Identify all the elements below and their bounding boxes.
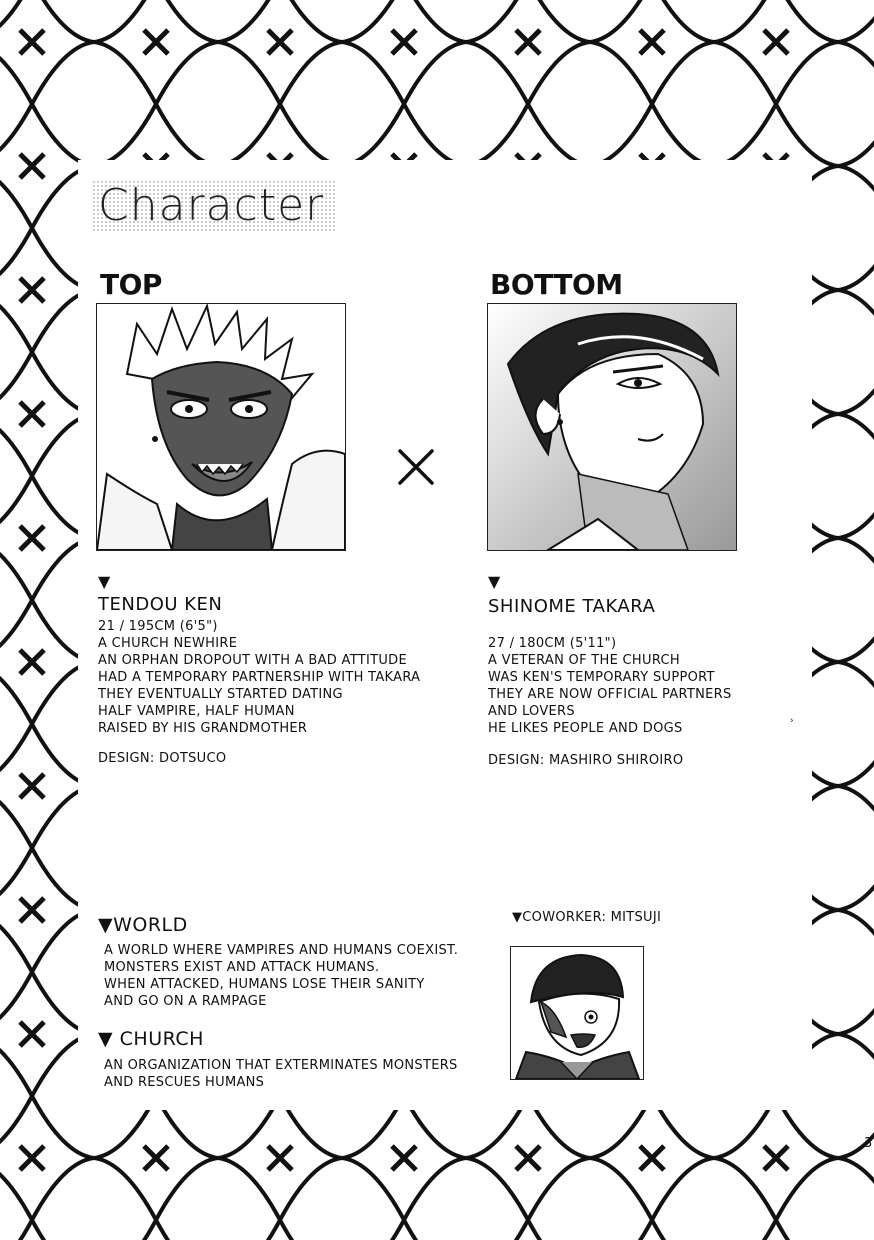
mitsuji-portrait-illustration (511, 947, 643, 1079)
page-title: Character (92, 180, 336, 232)
pairing-cross-icon (396, 447, 436, 487)
top-line: RAISED BY HIS GRANDMOTHER (98, 721, 308, 736)
top-line: HAD A TEMPORARY PARTNERSHIP WITH TAKARA (98, 670, 421, 685)
world-line: MONSTERS EXIST AND ATTACK HUMANS. (104, 960, 380, 975)
world-heading: ▼WORLD (98, 914, 188, 936)
church-line: AN ORGANIZATION THAT EXTERMINATES MONSTERS (104, 1058, 458, 1073)
top-line: HALF VAMPIRE, HALF HUMAN (98, 704, 295, 719)
bottom-character-name: SHINOME TAKARA (488, 596, 656, 617)
bottom-line: 27 / 180CM (5'11") (488, 636, 617, 651)
world-description (104, 942, 458, 1010)
world-line: A WORLD WHERE VAMPIRES AND HUMANS COEXIST. (104, 943, 459, 958)
church-description (104, 1057, 458, 1091)
bottom-portrait (487, 303, 737, 551)
bottom-marker-icon: ▼ (488, 572, 501, 591)
top-line: 21 / 195CM (6'5") (98, 619, 218, 634)
top-line: AN ORPHAN DROPOUT WITH A BAD ATTITUDE (98, 653, 407, 668)
tendou-ken-portrait-illustration (97, 304, 345, 550)
bottom-line: WAS KEN'S TEMPORARY SUPPORT (488, 670, 715, 685)
coworker-portrait (510, 946, 644, 1080)
bottom-character-description (488, 635, 732, 737)
coworker-heading: ▼COWORKER: MITSUJI (512, 910, 662, 925)
church-heading: ▼ CHURCH (98, 1028, 204, 1050)
bottom-design-credit: DESIGN: MASHIRO SHIROIRO (488, 753, 684, 768)
bottom-line: HE LIKES PEOPLE AND DOGS (488, 721, 683, 736)
world-line: WHEN ATTACKED, HUMANS LOSE THEIR SANITY (104, 977, 425, 992)
top-character-description (98, 618, 420, 737)
top-design-credit: DESIGN: DOTSUCO (98, 751, 227, 766)
shinome-takara-portrait-illustration (488, 304, 736, 550)
top-marker-icon: ▼ (98, 572, 111, 591)
top-line: THEY EVENTUALLY STARTED DATING (98, 687, 343, 702)
bottom-role-label: BOTTOM (490, 268, 623, 301)
page-number: 3 (864, 1136, 873, 1151)
side-mark: › (790, 716, 794, 726)
church-line: AND RESCUES HUMANS (104, 1075, 265, 1090)
top-role-label: TOP (100, 268, 162, 301)
top-character-name: TENDOU KEN (98, 594, 223, 615)
bottom-line: THEY ARE NOW OFFICIAL PARTNERS (488, 687, 732, 702)
bottom-line: A VETERAN OF THE CHURCH (488, 653, 680, 668)
world-line: AND GO ON A RAMPAGE (104, 994, 267, 1009)
top-line: A CHURCH NEWHIRE (98, 636, 238, 651)
bottom-line: AND LOVERS (488, 704, 575, 719)
top-portrait (96, 303, 346, 551)
